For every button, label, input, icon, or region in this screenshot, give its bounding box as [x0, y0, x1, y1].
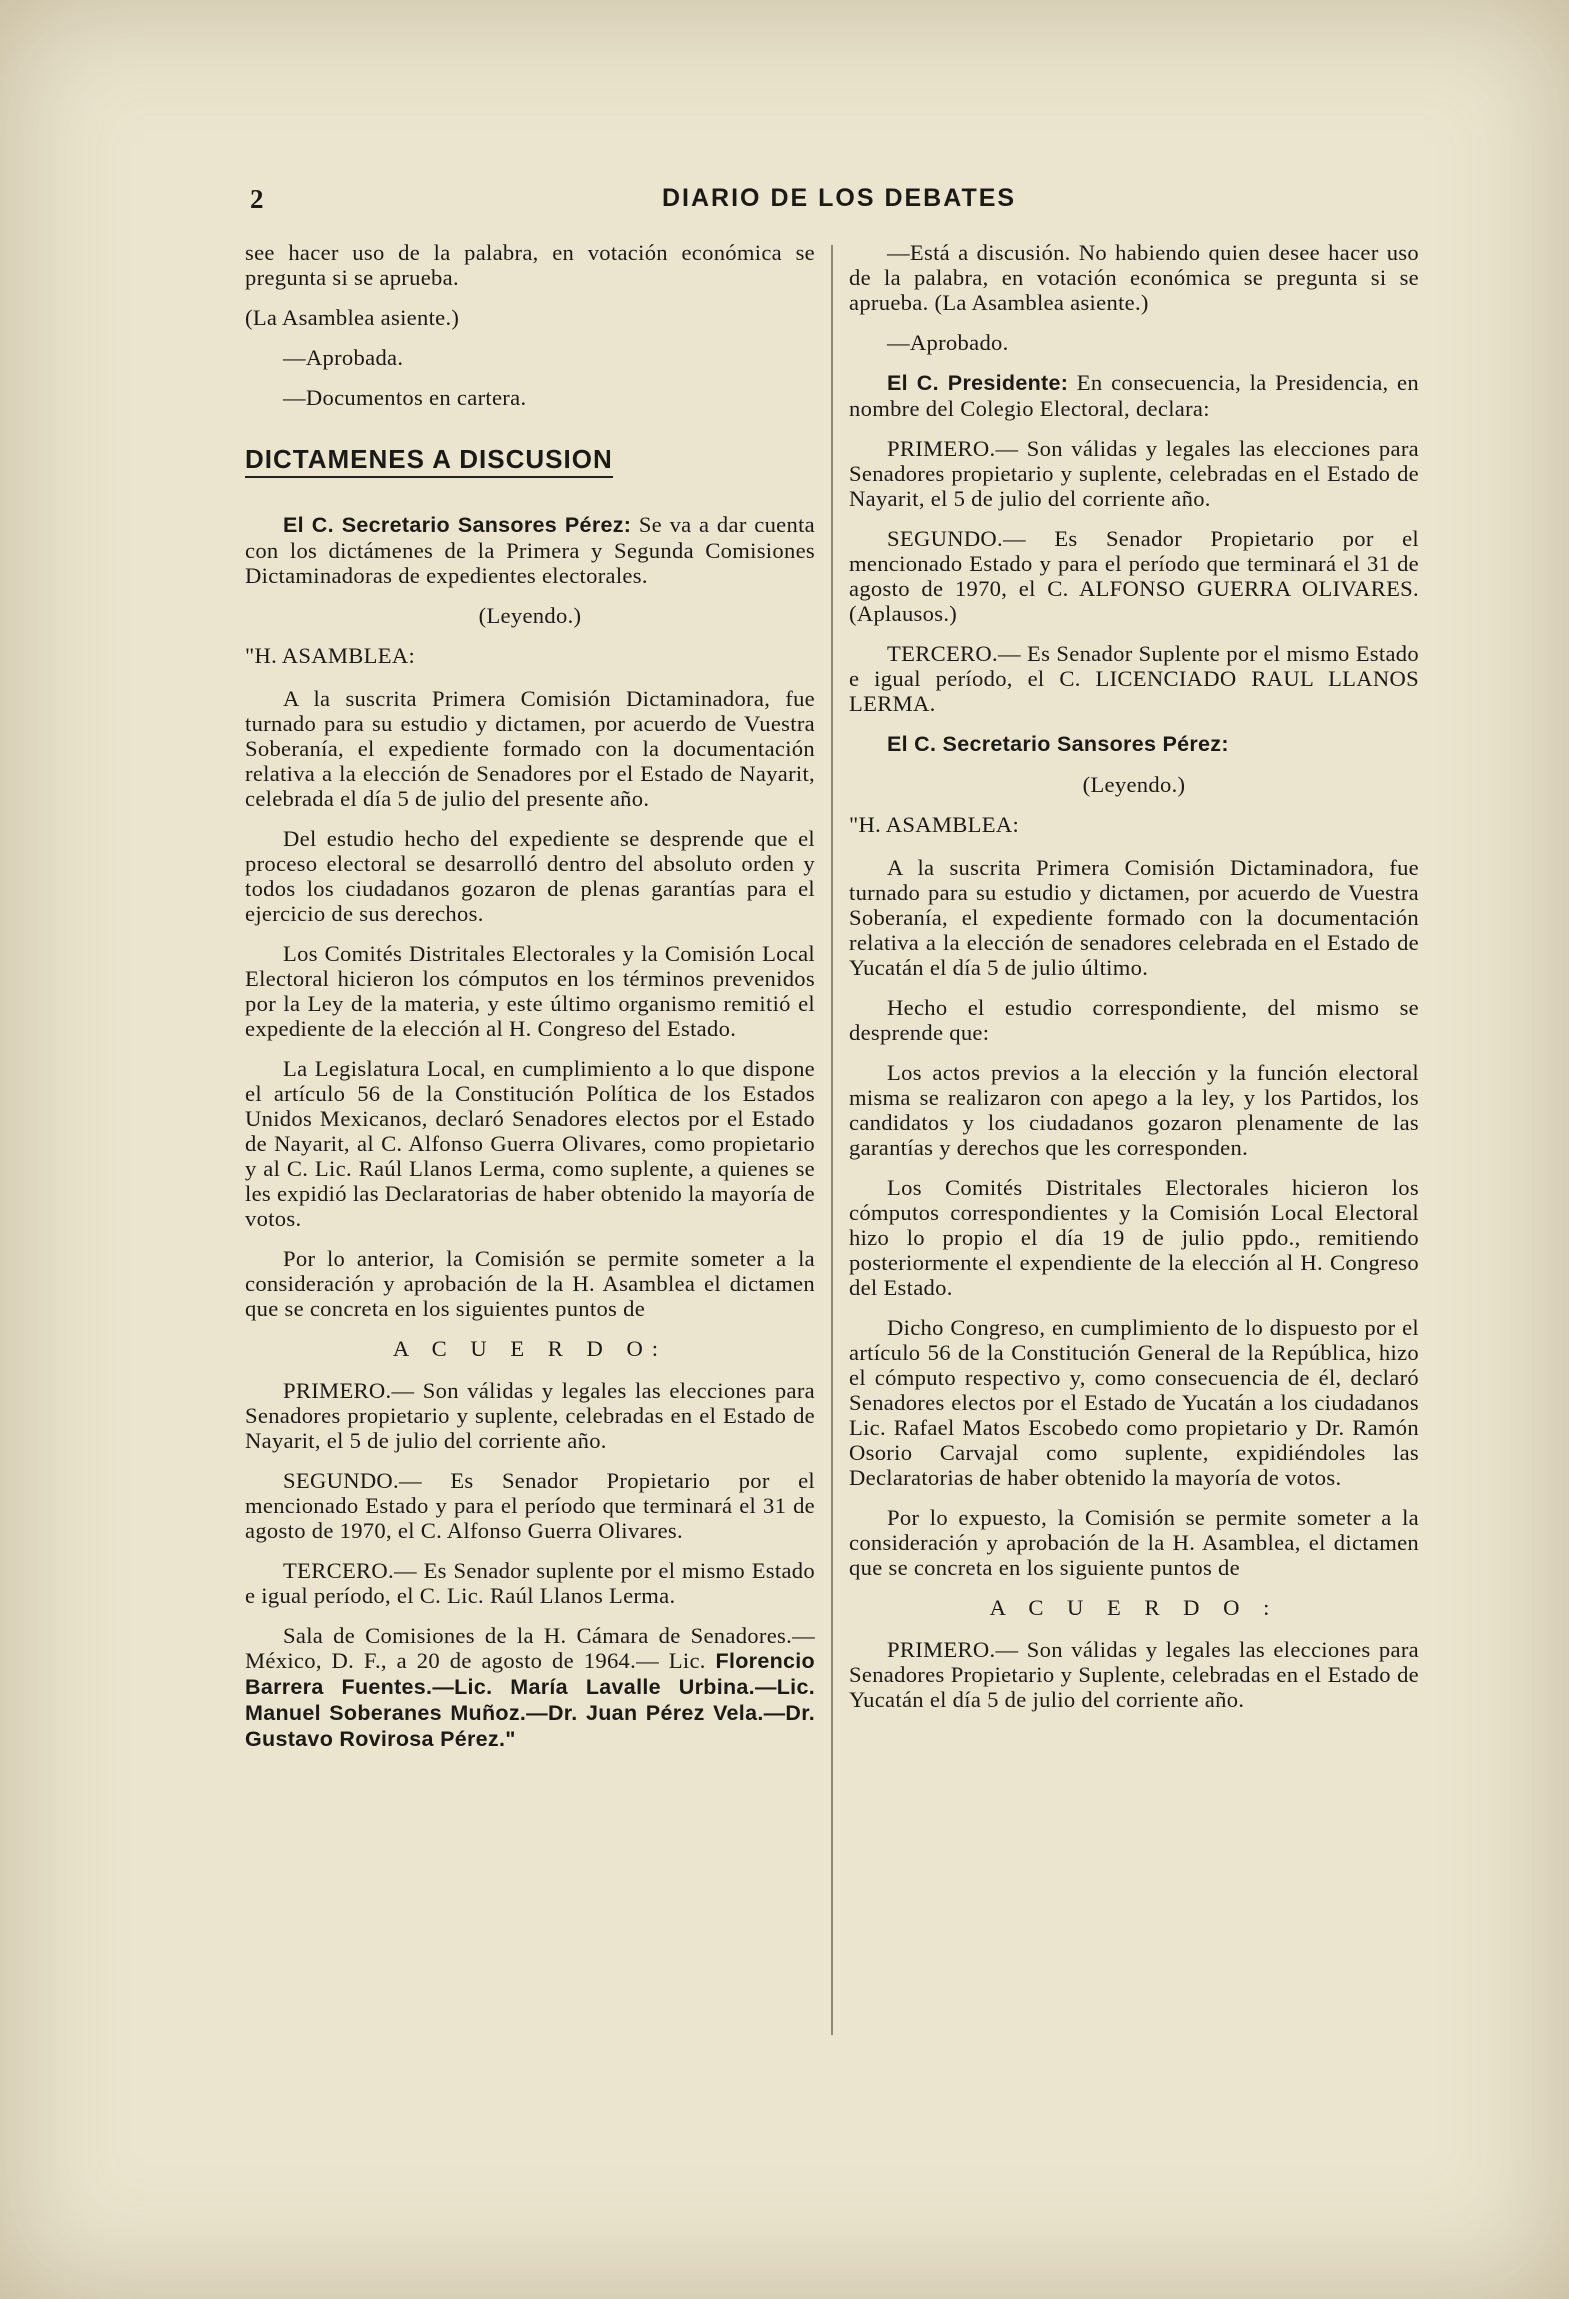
paragraph: SEGUNDO.— Es Senador Propietario por el mencionado Estado y para el período que terminará el 31 de agosto de 1970, el C. ALFONSO GUERRA OLIVARES. (Aplausos.)	[849, 526, 1419, 626]
paragraph: A la suscrita Primera Comisión Dictaminadora, fue turnado para su estudio y dictamen, por acuerdo de Vuestra Soberanía, el expediente formado con la documentación relativa a la elección de senadores celebrada en el Estado de Yucatán el día 5 de julio último.	[849, 855, 1419, 980]
paragraph: TERCERO.— Es Senador Suplente por el mismo Estado e igual período, el C. LICENCIADO RAUL LLANOS LERMA.	[849, 641, 1419, 716]
paragraph: see hacer uso de la palabra, en votación económica se pregunta si se aprueba.	[245, 240, 815, 290]
left-column	[245, 240, 815, 1767]
paragraph	[849, 731, 1419, 757]
paragraph: PRIMERO.— Son válidas y legales las elecciones para Senadores propietario y suplente, celebradas en el Estado de Nayarit, el 5 de julio del corriente año.	[849, 436, 1419, 511]
stage-direction: (Leyendo.)	[1082, 772, 1186, 797]
page-number: 2	[250, 184, 264, 214]
stage-direction: (Leyendo.)	[478, 603, 582, 628]
paragraph: (La Asamblea asiente.)	[245, 305, 460, 330]
paragraph: Los Comités Distritales Electorales hicieron los cómputos correspondientes y la Comisión Local Electoral hizo lo propio el día 19 de julio ppdo., remitiendo posteriormente el expendiente de la elección al H. Congreso del Estado.	[849, 1175, 1419, 1300]
paragraph: —Documentos en cartera.	[283, 385, 527, 410]
paragraph: Los Comités Distritales Electorales y la Comisión Local Electoral hicieron los cómputos en los términos prevenidos por la Ley de la materia, y este último organismo remitió el expediente de la elección al H. Congreso del Estado.	[245, 941, 815, 1041]
paragraph: PRIMERO.— Son válidas y legales las elecciones para Senadores Propietario y Suplente, celebradas en el Estado de Yucatán el día 5 de julio del corriente año.	[849, 1637, 1419, 1712]
paragraph: La Legislatura Local, en cumplimiento a lo que dispone el artículo 56 de la Constitución Política de los Estados Unidos Mexicanos, declaró Senadores electos por el Estado de Nayarit, al C. Alfonso Guerra Olivares, como propietario y al C. Lic. Raúl Llanos Lerma, como suplente, a quienes se les expidió las Declaratorias de haber obtenido la mayoría de votos.	[245, 1056, 815, 1231]
page-title: DIARIO DE LOS DEBATES	[662, 184, 1017, 212]
paragraph: —Aprobado.	[887, 330, 1009, 355]
acuerdo-heading: A C U E R D O:	[392, 1336, 668, 1361]
paragraph: Por lo expuesto, la Comisión se permite someter a la consideración y aprobación de la H. Asamblea, el dictamen que se concreta en los siguiente puntos de	[849, 1505, 1419, 1580]
column-divider	[831, 245, 833, 2035]
paragraph: —Está a discusión. No habiendo quien desee hacer uso de la palabra, en votación económica se pregunta si se aprueba. (La Asamblea asiente.)	[849, 240, 1419, 315]
paragraph	[245, 512, 815, 588]
section-heading: DICTAMENES A DISCUSION	[245, 447, 613, 478]
paragraph: PRIMERO.— Son válidas y legales las elecciones para Senadores propietario y suplente, celebradas en el Estado de Nayarit, el 5 de julio del corriente año.	[245, 1378, 815, 1453]
right-column	[849, 240, 1419, 1727]
paragraph-text: En consecuencia, la Presidencia, en nombre del Colegio Electoral, declara:	[849, 370, 1419, 421]
speaker-name: El C. Secretario Sansores Pérez:	[887, 732, 1229, 756]
address-heading: "H. ASAMBLEA:	[849, 812, 1020, 837]
paragraph: Del estudio hecho del expediente se desprende que el proceso electoral se desarrolló dentro del absoluto orden y todos los ciudadanos gozaron de plenas garantías para el ejercicio de sus derechos.	[245, 826, 815, 926]
paragraph: SEGUNDO.— Es Senador Propietario por el mencionado Estado y para el período que terminará el 31 de agosto de 1970, el C. Alfonso Guerra Olivares.	[245, 1468, 815, 1543]
paragraph	[245, 1623, 815, 1752]
paragraph: A la suscrita Primera Comisión Dictaminadora, fue turnado para su estudio y dictamen, por acuerdo de Vuestra Soberanía, el expediente formado con la documentación relativa a la elección de Senadores por el Estado de Nayarit, celebrada el día 5 de julio del presente año.	[245, 686, 815, 811]
paragraph: Los actos previos a la elección y la función electoral misma se realizaron con apego a la ley, y los Partidos, los candidatos y los ciudadanos gozaron plenamente de las garantías y derechos que les corresponden.	[849, 1060, 1419, 1160]
paragraph: TERCERO.— Es Senador suplente por el mismo Estado e igual período, el C. Lic. Raúl Llanos Lerma.	[245, 1558, 815, 1608]
signers: Florencio Barrera Fuentes.—Lic. María Lavalle Urbina.—Lic. Manuel Soberanes Muñoz.—Dr. Juan Pérez Vela.—Dr. Gustavo Rovirosa Pérez."	[245, 1649, 815, 1751]
acuerdo-heading: A C U E R D O :	[989, 1595, 1279, 1620]
paragraph: —Aprobada.	[283, 345, 404, 370]
paragraph: Dicho Congreso, en cumplimiento de lo dispuesto por el artículo 56 de la Constitución General de la República, hizo el cómputo respectivo y, como consecuencia de él, declaró Senadores electos por el Estado de Yucatán a los ciudadanos Lic. Rafael Matos Escobedo como propietario y Dr. Ramón Osorio Carvajal como suplente, expidiéndoles las Declaratorias de haber obtenido la mayoría de votos.	[849, 1315, 1419, 1490]
paragraph-text: Se va a dar cuenta con los dictámenes de la Primera y Segunda Comisiones Dictaminadoras de expedientes electorales.	[245, 512, 815, 588]
paragraph-text: Sala de Comisiones de la H. Cámara de Senadores.— México, D. F., a 20 de agosto de 1964.— Lic.	[245, 1623, 815, 1673]
speaker-name: El C. Secretario Sansores Pérez:	[283, 513, 632, 537]
paragraph	[849, 370, 1419, 421]
paragraph: Hecho el estudio correspondiente, del mismo se desprende que:	[849, 995, 1419, 1045]
paragraph: Por lo anterior, la Comisión se permite someter a la consideración y aprobación de la H. Asamblea el dictamen que se concreta en los siguientes puntos de	[245, 1246, 815, 1321]
speaker-name: El C. Presidente:	[887, 371, 1069, 395]
address-heading: "H. ASAMBLEA:	[245, 643, 416, 668]
